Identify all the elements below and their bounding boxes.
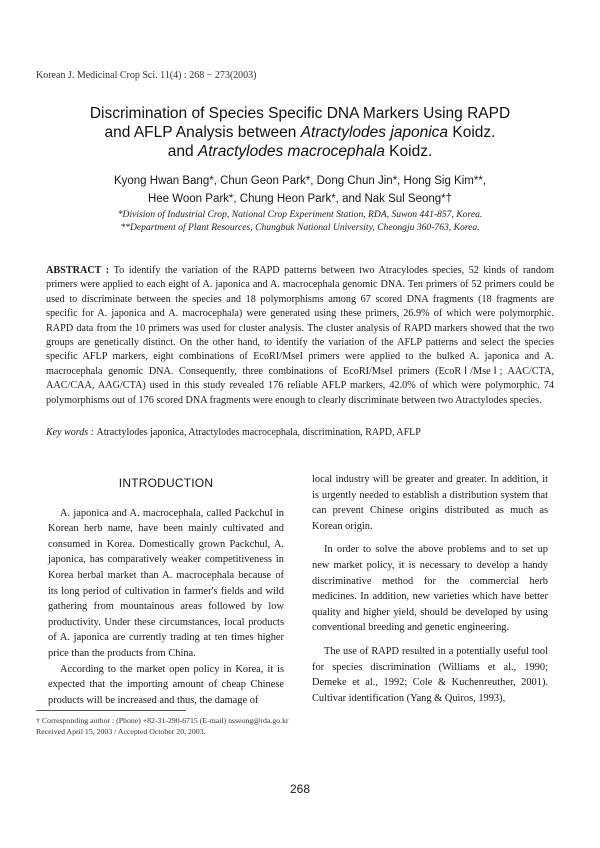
footnote-corresponding: † Corresponding author : (Phone) +82-31-290-6715 (E-mail) nsseong@rda.go.kr <box>36 716 289 725</box>
authors-line-2: Hee Woon Park*, Chung Heon Park*, and Nak Sul Seong*† <box>147 193 453 205</box>
intro-paragraph-2: According to the market open policy in Korea, it is expected that the importing amount of cheap Chinese products will be increased and thus, the damage of <box>48 663 284 706</box>
affiliation-2: **Department of Plant Resources, Chungbuk National University, Cheongju 360-763, Korea. <box>120 222 480 233</box>
abstract-label: ABSTRACT : <box>46 265 114 276</box>
affiliations <box>40 208 560 234</box>
intro-paragraph-3: local industry will be greater and greater. In addition, it is urgently needed to establish a distribution system that can prevent Chinese origins distributed as much as Korean origin. <box>312 474 548 532</box>
journal-citation: Korean J. Medicinal Crop Sci. 11(4) : 268 − 273(2003) <box>36 70 257 81</box>
affiliation-1: *Division of Industrial Crop, National Crop Experiment Station, RDA, Suwon 441-857, Korea. <box>117 209 483 220</box>
paper-title <box>40 104 560 161</box>
title-line-1: Discrimination of Species Specific DNA Markers Using RAPD <box>89 105 511 122</box>
title-species-1: Atractylodes japonica <box>300 124 449 141</box>
intro-paragraph-4: In order to solve the above problems and to set up new market policy, it is necessary to develop a handy discriminative method for the commercial herb medicines. In addition, new varieties which have better quality and higher yield, should be developed by using conventional breeding and genetic engineering. <box>312 544 548 634</box>
paragraph-spacer <box>312 636 548 644</box>
keywords <box>46 426 554 439</box>
keywords-text: Atractylodes japonica, Atractylodes macrocephala, discrimination, RAPD, AFLP <box>96 427 421 438</box>
footnote-rule <box>36 710 186 711</box>
page-number: 268 <box>289 782 311 796</box>
title-line-2 <box>40 123 560 142</box>
title-line-2-prefix: and AFLP Analysis between <box>104 124 301 141</box>
footnote <box>36 716 289 737</box>
column-right <box>312 472 548 706</box>
authors-line-1: Kyong Hwan Bang*, Chun Geon Park*, Dong Chun Jin*, Hong Sig Kim**, <box>113 175 487 187</box>
title-line-3-prefix: and <box>167 143 198 160</box>
abstract <box>46 264 554 408</box>
title-line-2-suffix: Koidz. <box>448 124 496 141</box>
abstract-text: To identify the variation of the RAPD patterns between two Atracylodes species, 52 kinds of random primers were applied to each eight of A. japonica and A. macrocephala genomic DNA. Ten primers of 52 primers could be used to discriminate between the species and 18 polymorphisms among 67 scored DNA fragments (18 fragments are specific for A. japonica and A. macrocephala) were generated using these primers, 26.9% of which were polymorphic. RAPD data from the 10 primers was used for cluster analysis. The cluster analysis of RAPD markers showed that the two groups are genetically distinct. On the other hand, to identify the variation of the AFLP patterns and select the species specific AFLP markers, eight combinations of EcoRI/MseI primers were applied to the bulked A. japonica and A. macrocephala genomic DNA. Consequently, three combinations of EcoRI/MseI primers (EcoRⅠ/MseⅠ; AAC/CTA, AAC/CAA, AAG/CTA) used in this study revealed 176 reliable AFLP markers, 42.0% of which were polymorphic. 74 polymorphisms out of 176 scored DNA fragments were enough to clearly discriminate between two Atractylodes species. <box>46 265 554 406</box>
title-line-3 <box>40 142 560 161</box>
author-list <box>40 172 560 208</box>
intro-paragraph-5: The use of RAPD resulted in a potentially useful tool for species discrimination (Williams et al., 1990; Demeke et al., 1992; Cole & Kuchenreuther, 2001). Cultivar identification (Yang & Quiros, 1993), <box>312 645 548 704</box>
title-line-3-suffix: Koidz. <box>384 143 433 160</box>
footnote-received: Received April 15, 2003 / Accepted October 20, 2003. <box>36 726 206 736</box>
paragraph-spacer <box>312 534 548 542</box>
column-left <box>48 476 284 708</box>
introduction-heading: INTRODUCTION <box>118 476 214 490</box>
intro-paragraph-1: A. japonica and A. macrocephala, called Packchul in Korean herb name, have been mainly cultivated and consumed in Korea. Domestically grown Packchul, A. japonica, has comparatively weaker competitiveness in Korea herbal market than A. macrocephala because of its long period of cultivation in farmer's fields and wild gathering from mountainous areas followed by low productivity. Under these circumstances, local products of A. japonica are currently trading at ten times higher price than the products from China. <box>48 507 284 659</box>
keywords-label: Key words : <box>46 427 97 438</box>
title-species-2: Atractylodes macrocephala <box>197 143 385 160</box>
